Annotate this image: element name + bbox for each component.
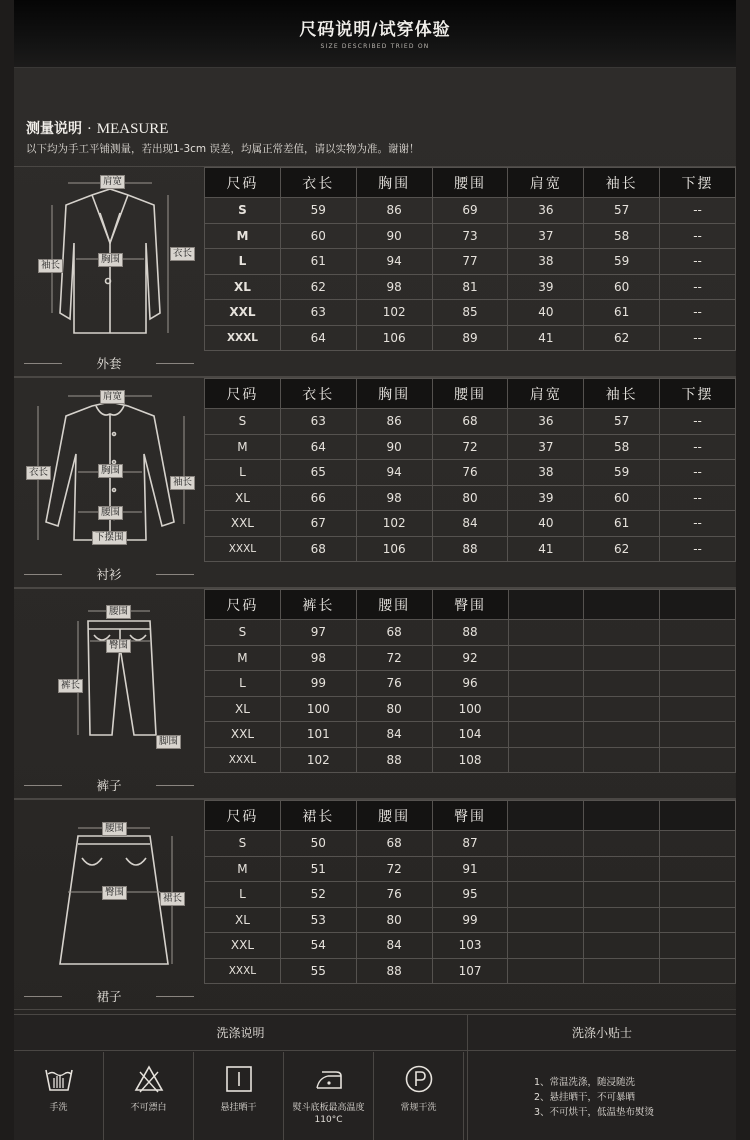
value-cell: 99 xyxy=(432,907,508,933)
coat-section xyxy=(14,166,736,377)
size-cell: M xyxy=(205,856,281,882)
value-cell: -- xyxy=(660,325,736,351)
shirt-label-shoulder: 肩宽 xyxy=(100,390,125,404)
care-section xyxy=(14,1014,736,1140)
value-cell: 41 xyxy=(508,536,584,562)
value-cell: 92 xyxy=(432,645,508,671)
size-cell: XXXL xyxy=(205,325,281,351)
value-cell: 96 xyxy=(432,671,508,697)
value-cell: 88 xyxy=(432,620,508,646)
header-cell: 下摆 xyxy=(660,379,736,409)
coat-diagram xyxy=(22,173,198,343)
skirt-label: 裙子 xyxy=(14,987,204,1005)
no-bleach-label: 不可漂白 xyxy=(130,1103,167,1113)
shirt-label-waist: 腰围 xyxy=(98,506,123,520)
value-cell: 86 xyxy=(356,198,432,224)
table-row xyxy=(205,620,736,646)
pants-label: 裤子 xyxy=(14,776,204,794)
coat-label-shoulder: 肩宽 xyxy=(100,175,125,189)
size-cell: S xyxy=(205,198,281,224)
value-cell: 108 xyxy=(432,747,508,773)
care-item-hang-dry xyxy=(194,1052,284,1140)
table-row xyxy=(205,747,736,773)
header-cell: 裙长 xyxy=(280,801,356,831)
iron-icon xyxy=(314,1064,344,1094)
value-cell: 107 xyxy=(432,958,508,984)
header-cell: 腰围 xyxy=(432,379,508,409)
header-cell xyxy=(660,590,736,620)
shirt-label-sleeve: 袖长 xyxy=(170,476,195,490)
empty-cell xyxy=(660,620,736,646)
hand-wash-icon xyxy=(44,1064,74,1094)
value-cell: -- xyxy=(660,249,736,275)
coat-label: 外套 xyxy=(14,354,204,372)
value-cell: 62 xyxy=(584,536,660,562)
header-cell: 下摆 xyxy=(660,168,736,198)
header-cell xyxy=(508,801,584,831)
size-cell: L xyxy=(205,882,281,908)
value-cell: 77 xyxy=(432,249,508,275)
table-header-row xyxy=(205,379,736,409)
table-row xyxy=(205,249,736,275)
size-cell: XXXL xyxy=(205,536,281,562)
table-row xyxy=(205,198,736,224)
empty-cell xyxy=(584,696,660,722)
value-cell: 72 xyxy=(356,645,432,671)
empty-cell xyxy=(584,671,660,697)
value-cell: 59 xyxy=(584,460,660,486)
value-cell: 67 xyxy=(280,511,356,537)
value-cell: 61 xyxy=(280,249,356,275)
value-cell: 64 xyxy=(280,434,356,460)
table-header-row xyxy=(205,801,736,831)
header-cell xyxy=(584,590,660,620)
value-cell: 106 xyxy=(356,536,432,562)
dry-clean-label: 常规干洗 xyxy=(400,1103,437,1113)
value-cell: -- xyxy=(660,274,736,300)
value-cell: 104 xyxy=(432,722,508,748)
size-cell: M xyxy=(205,434,281,460)
value-cell: 84 xyxy=(356,933,432,959)
value-cell: 62 xyxy=(584,325,660,351)
table-row xyxy=(205,325,736,351)
empty-cell xyxy=(660,696,736,722)
measure-title-cn: 测量说明 xyxy=(26,121,82,137)
table-header-row xyxy=(205,590,736,620)
value-cell: 63 xyxy=(280,409,356,435)
value-cell: 90 xyxy=(356,223,432,249)
value-cell: 60 xyxy=(280,223,356,249)
value-cell: 38 xyxy=(508,460,584,486)
header-cell xyxy=(508,590,584,620)
value-cell: -- xyxy=(660,460,736,486)
value-cell: 84 xyxy=(356,722,432,748)
table-row xyxy=(205,882,736,908)
value-cell: 81 xyxy=(432,274,508,300)
header-banner xyxy=(14,0,736,68)
value-cell: 103 xyxy=(432,933,508,959)
value-cell: 73 xyxy=(432,223,508,249)
care-tip: 2、悬挂晒干，不可暴晒 xyxy=(534,1092,636,1103)
size-cell: XXL xyxy=(205,722,281,748)
value-cell: 60 xyxy=(584,274,660,300)
empty-cell xyxy=(508,671,584,697)
value-cell: 80 xyxy=(432,485,508,511)
table-row xyxy=(205,460,736,486)
empty-cell xyxy=(660,747,736,773)
empty-cell xyxy=(584,933,660,959)
header-cell xyxy=(584,801,660,831)
skirt-label-length: 裙长 xyxy=(160,892,185,906)
pants-label-waist: 腰围 xyxy=(106,605,131,619)
content-panel xyxy=(14,68,736,1140)
pants-diagram xyxy=(22,595,198,765)
shirt-diagram xyxy=(22,384,198,554)
value-cell: 80 xyxy=(356,696,432,722)
shirt-label-length: 衣长 xyxy=(26,466,51,480)
value-cell: -- xyxy=(660,223,736,249)
dry-clean-icon xyxy=(404,1064,434,1094)
header-cell: 腰围 xyxy=(356,590,432,620)
measure-note: 以下均为手工平铺测量，若出现1-3cm 误差，均属正常差值，请以实物为准。谢谢！ xyxy=(26,143,420,155)
header-cell: 裤长 xyxy=(280,590,356,620)
value-cell: 57 xyxy=(584,198,660,224)
value-cell: 50 xyxy=(280,831,356,857)
table-row xyxy=(205,933,736,959)
value-cell: 36 xyxy=(508,409,584,435)
care-item-no-bleach xyxy=(104,1052,194,1140)
value-cell: 101 xyxy=(280,722,356,748)
value-cell: 94 xyxy=(356,460,432,486)
size-cell: XXXL xyxy=(205,747,281,773)
skirt-section xyxy=(14,799,736,1010)
table-row xyxy=(205,671,736,697)
empty-cell xyxy=(508,907,584,933)
empty-cell xyxy=(584,620,660,646)
value-cell: 84 xyxy=(432,511,508,537)
value-cell: 68 xyxy=(356,831,432,857)
shirt-size-table xyxy=(204,378,736,562)
table-row xyxy=(205,485,736,511)
care-item-dry-clean xyxy=(374,1052,464,1140)
table-row xyxy=(205,409,736,435)
header-cell: 腰围 xyxy=(432,168,508,198)
header-cell: 袖长 xyxy=(584,379,660,409)
size-cell: S xyxy=(205,409,281,435)
value-cell: 40 xyxy=(508,511,584,537)
value-cell: 102 xyxy=(356,300,432,326)
value-cell: 51 xyxy=(280,856,356,882)
empty-cell xyxy=(508,645,584,671)
value-cell: 72 xyxy=(356,856,432,882)
value-cell: 39 xyxy=(508,274,584,300)
hang-dry-icon xyxy=(224,1064,254,1094)
value-cell: 95 xyxy=(432,882,508,908)
empty-cell xyxy=(660,671,736,697)
value-cell: 59 xyxy=(584,249,660,275)
table-row xyxy=(205,434,736,460)
value-cell: 41 xyxy=(508,325,584,351)
table-row xyxy=(205,696,736,722)
table-row xyxy=(205,274,736,300)
value-cell: 53 xyxy=(280,907,356,933)
value-cell: 94 xyxy=(356,249,432,275)
empty-cell xyxy=(508,958,584,984)
size-cell: XXXL xyxy=(205,958,281,984)
pants-label-hem: 脚围 xyxy=(156,735,181,749)
value-cell: 69 xyxy=(432,198,508,224)
value-cell: 36 xyxy=(508,198,584,224)
table-row xyxy=(205,511,736,537)
empty-cell xyxy=(584,645,660,671)
value-cell: 66 xyxy=(280,485,356,511)
skirt-diagram-panel xyxy=(14,800,204,1009)
value-cell: 59 xyxy=(280,198,356,224)
value-cell: -- xyxy=(660,300,736,326)
value-cell: 91 xyxy=(432,856,508,882)
empty-cell xyxy=(508,747,584,773)
value-cell: 76 xyxy=(356,671,432,697)
table-row xyxy=(205,223,736,249)
pants-section xyxy=(14,588,736,799)
table-row xyxy=(205,536,736,562)
coat-label-chest: 胸围 xyxy=(98,253,123,267)
table-row xyxy=(205,645,736,671)
value-cell: -- xyxy=(660,485,736,511)
value-cell: 99 xyxy=(280,671,356,697)
value-cell: 85 xyxy=(432,300,508,326)
table-row xyxy=(205,907,736,933)
value-cell: 62 xyxy=(280,274,356,300)
header-cell: 胸围 xyxy=(356,379,432,409)
value-cell: 100 xyxy=(432,696,508,722)
value-cell: 86 xyxy=(356,409,432,435)
value-cell: 68 xyxy=(280,536,356,562)
header-cell: 尺码 xyxy=(205,168,281,198)
value-cell: 52 xyxy=(280,882,356,908)
empty-cell xyxy=(508,882,584,908)
table-row xyxy=(205,722,736,748)
no-bleach-icon xyxy=(134,1064,164,1094)
hand-wash-label: 手洗 xyxy=(49,1103,68,1113)
value-cell: 102 xyxy=(280,747,356,773)
tips-title: 洗涤小贴士 xyxy=(468,1015,736,1051)
skirt-label-waist: 腰围 xyxy=(102,822,127,836)
size-cell: XL xyxy=(205,485,281,511)
table-row xyxy=(205,831,736,857)
size-cell: XXL xyxy=(205,300,281,326)
header-cell: 衣长 xyxy=(280,168,356,198)
header-cell: 胸围 xyxy=(356,168,432,198)
empty-cell xyxy=(584,856,660,882)
value-cell: 102 xyxy=(356,511,432,537)
empty-cell xyxy=(660,645,736,671)
care-item-hand-wash xyxy=(14,1052,104,1140)
pants-size-table xyxy=(204,589,736,773)
value-cell: -- xyxy=(660,511,736,537)
value-cell: 68 xyxy=(356,620,432,646)
table-header-row xyxy=(205,168,736,198)
value-cell: 58 xyxy=(584,223,660,249)
empty-cell xyxy=(660,831,736,857)
empty-cell xyxy=(508,696,584,722)
header-cell: 肩宽 xyxy=(508,379,584,409)
pants-label-hip: 臀围 xyxy=(106,639,131,653)
value-cell: 76 xyxy=(432,460,508,486)
empty-cell xyxy=(660,958,736,984)
value-cell: 88 xyxy=(432,536,508,562)
table-row xyxy=(205,958,736,984)
empty-cell xyxy=(660,882,736,908)
empty-cell xyxy=(584,958,660,984)
pants-diagram-panel xyxy=(14,589,204,798)
value-cell: 64 xyxy=(280,325,356,351)
skirt-diagram xyxy=(22,806,198,976)
header-cell: 臀围 xyxy=(432,801,508,831)
value-cell: 88 xyxy=(356,958,432,984)
hang-dry-label: 悬挂晒干 xyxy=(220,1103,257,1113)
care-tip: 1、常温洗涤，随浸随洗 xyxy=(534,1077,636,1088)
skirt-size-table xyxy=(204,800,736,984)
measure-separator: · xyxy=(86,121,92,137)
value-cell: 54 xyxy=(280,933,356,959)
coat-label-length: 衣长 xyxy=(170,247,195,261)
coat-label-sleeve: 袖长 xyxy=(38,259,63,273)
size-cell: XL xyxy=(205,907,281,933)
header-cell xyxy=(660,801,736,831)
shirt-label-hem: 下摆围 xyxy=(92,531,127,545)
empty-cell xyxy=(508,933,584,959)
value-cell: 72 xyxy=(432,434,508,460)
value-cell: 98 xyxy=(356,485,432,511)
size-cell: L xyxy=(205,671,281,697)
value-cell: 87 xyxy=(432,831,508,857)
measure-title xyxy=(26,118,168,138)
size-cell: XL xyxy=(205,696,281,722)
value-cell: 90 xyxy=(356,434,432,460)
empty-cell xyxy=(660,933,736,959)
size-cell: XXL xyxy=(205,933,281,959)
value-cell: -- xyxy=(660,198,736,224)
care-tips xyxy=(534,1075,654,1120)
value-cell: 98 xyxy=(280,645,356,671)
value-cell: 61 xyxy=(584,511,660,537)
value-cell: 97 xyxy=(280,620,356,646)
empty-cell xyxy=(660,722,736,748)
value-cell: 60 xyxy=(584,485,660,511)
empty-cell xyxy=(660,856,736,882)
iron-label: 熨斗底板最高温度110°C xyxy=(292,1103,365,1125)
empty-cell xyxy=(584,907,660,933)
pants-label-length: 裤长 xyxy=(58,679,83,693)
empty-cell xyxy=(508,620,584,646)
value-cell: -- xyxy=(660,536,736,562)
value-cell: 58 xyxy=(584,434,660,460)
value-cell: 100 xyxy=(280,696,356,722)
wash-title: 洗涤说明 xyxy=(14,1015,467,1051)
size-cell: XXL xyxy=(205,511,281,537)
size-cell: M xyxy=(205,645,281,671)
empty-cell xyxy=(584,831,660,857)
value-cell: 89 xyxy=(432,325,508,351)
value-cell: 63 xyxy=(280,300,356,326)
value-cell: 38 xyxy=(508,249,584,275)
size-cell: S xyxy=(205,831,281,857)
empty-cell xyxy=(584,747,660,773)
size-cell: L xyxy=(205,460,281,486)
value-cell: 39 xyxy=(508,485,584,511)
measure-title-en: MEASURE xyxy=(96,121,169,137)
value-cell: 106 xyxy=(356,325,432,351)
empty-cell xyxy=(584,722,660,748)
value-cell: 37 xyxy=(508,223,584,249)
value-cell: 37 xyxy=(508,434,584,460)
value-cell: 65 xyxy=(280,460,356,486)
shirt-section xyxy=(14,377,736,588)
value-cell: 61 xyxy=(584,300,660,326)
size-cell: L xyxy=(205,249,281,275)
care-item-iron xyxy=(284,1052,374,1140)
shirt-label: 衬衫 xyxy=(14,565,204,583)
table-row xyxy=(205,300,736,326)
value-cell: 76 xyxy=(356,882,432,908)
empty-cell xyxy=(584,882,660,908)
empty-cell xyxy=(508,722,584,748)
care-divider xyxy=(467,1015,468,1140)
value-cell: 80 xyxy=(356,907,432,933)
size-cell: M xyxy=(205,223,281,249)
shirt-label-chest: 胸围 xyxy=(98,464,123,478)
size-cell: S xyxy=(205,620,281,646)
value-cell: 68 xyxy=(432,409,508,435)
value-cell: 88 xyxy=(356,747,432,773)
value-cell: -- xyxy=(660,434,736,460)
empty-cell xyxy=(508,856,584,882)
header-cell: 尺码 xyxy=(205,801,281,831)
header-cell: 肩宽 xyxy=(508,168,584,198)
header-cell: 臀围 xyxy=(432,590,508,620)
coat-size-table xyxy=(204,167,736,351)
value-cell: -- xyxy=(660,409,736,435)
value-cell: 98 xyxy=(356,274,432,300)
header-cell: 腰围 xyxy=(356,801,432,831)
shirt-diagram-panel xyxy=(14,378,204,587)
value-cell: 57 xyxy=(584,409,660,435)
header-cell: 尺码 xyxy=(205,590,281,620)
size-cell: XL xyxy=(205,274,281,300)
banner-title: 尺码说明/试穿体验 xyxy=(299,20,451,40)
care-tip: 3、不可烘干，低温垫布熨烫 xyxy=(534,1107,655,1118)
table-row xyxy=(205,856,736,882)
header-cell: 尺码 xyxy=(205,379,281,409)
empty-cell xyxy=(508,831,584,857)
value-cell: 55 xyxy=(280,958,356,984)
coat-diagram-panel xyxy=(14,167,204,376)
value-cell: 40 xyxy=(508,300,584,326)
header-cell: 袖长 xyxy=(584,168,660,198)
skirt-label-hip: 臀围 xyxy=(102,886,127,900)
empty-cell xyxy=(660,907,736,933)
header-cell: 衣长 xyxy=(280,379,356,409)
banner-subtitle: SIZE DESCRIBED TRIED ON xyxy=(320,43,430,50)
